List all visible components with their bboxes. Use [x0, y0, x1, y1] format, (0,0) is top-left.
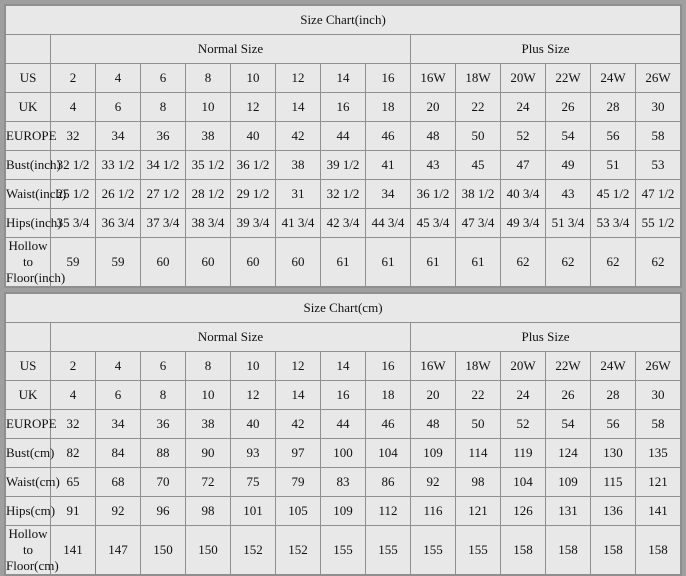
table-cell: 14 — [276, 93, 321, 122]
table-cell: 45 3/4 — [411, 209, 456, 238]
table-cell: 83 — [321, 468, 366, 497]
table-cell: 41 — [366, 151, 411, 180]
table-cell: 58 — [636, 122, 681, 151]
table-cell: 92 — [96, 497, 141, 526]
row-label: Hips(cm) — [6, 497, 51, 526]
table-cell: 4 — [51, 381, 96, 410]
table-cell: 114 — [456, 439, 501, 468]
table-cell: 61 — [411, 238, 456, 287]
table-cell: 60 — [186, 238, 231, 287]
table-cell: 38 1/2 — [456, 180, 501, 209]
row-label: US — [6, 352, 51, 381]
size-chart-inch-table — [5, 5, 681, 287]
table-cell: 20 — [411, 93, 456, 122]
table-cell: 12 — [231, 381, 276, 410]
row-label: UK — [6, 93, 51, 122]
table-cell: 44 3/4 — [366, 209, 411, 238]
table-cell: 158 — [591, 526, 636, 575]
table-cell: 2 — [51, 352, 96, 381]
table-cell: 22 — [456, 93, 501, 122]
row-label: EUROPE — [6, 410, 51, 439]
table-cell: 24W — [591, 64, 636, 93]
table-cell: 92 — [411, 468, 456, 497]
table-cell: 44 — [321, 410, 366, 439]
table-cell: 14 — [321, 352, 366, 381]
table-cell: 36 — [141, 122, 186, 151]
table-cell: 10 — [231, 352, 276, 381]
table-cell: 155 — [456, 526, 501, 575]
table-cell: 46 — [366, 122, 411, 151]
table-cell: 97 — [276, 439, 321, 468]
table-cell: 136 — [591, 497, 636, 526]
chart-title-row — [6, 6, 681, 35]
table-cell: 8 — [186, 352, 231, 381]
table-cell: 8 — [186, 64, 231, 93]
table-cell: 45 — [456, 151, 501, 180]
table-cell: 47 — [501, 151, 546, 180]
table-row — [6, 439, 681, 468]
table-cell: 4 — [96, 352, 141, 381]
table-cell: 8 — [141, 93, 186, 122]
table-cell: 49 3/4 — [501, 209, 546, 238]
chart-title: Size Chart(cm) — [6, 294, 681, 323]
table-cell: 32 — [51, 122, 96, 151]
table-cell: 155 — [411, 526, 456, 575]
table-cell: 75 — [231, 468, 276, 497]
table-cell: 53 3/4 — [591, 209, 636, 238]
table-row — [6, 410, 681, 439]
table-cell: 30 — [636, 381, 681, 410]
table-cell: 93 — [231, 439, 276, 468]
table-cell: 135 — [636, 439, 681, 468]
table-cell: 40 — [231, 122, 276, 151]
table-cell: 126 — [501, 497, 546, 526]
table-cell: 10 — [231, 64, 276, 93]
table-cell: 42 — [276, 122, 321, 151]
row-label: US — [6, 64, 51, 93]
table-row — [6, 497, 681, 526]
table-cell: 10 — [186, 381, 231, 410]
table-cell: 31 — [276, 180, 321, 209]
table-cell: 47 1/2 — [636, 180, 681, 209]
table-cell: 6 — [141, 352, 186, 381]
table-cell: 10 — [186, 93, 231, 122]
table-cell: 119 — [501, 439, 546, 468]
table-cell: 51 — [591, 151, 636, 180]
table-cell: 52 — [501, 410, 546, 439]
table-cell: 27 1/2 — [141, 180, 186, 209]
table-cell: 158 — [501, 526, 546, 575]
table-cell: 100 — [321, 439, 366, 468]
table-cell: 62 — [636, 238, 681, 287]
table-cell: 158 — [636, 526, 681, 575]
table-cell: 105 — [276, 497, 321, 526]
group-header-normal: Normal Size — [51, 35, 411, 64]
table-cell: 109 — [321, 497, 366, 526]
table-cell: 30 — [636, 93, 681, 122]
table-cell: 101 — [231, 497, 276, 526]
table-cell: 33 1/2 — [96, 151, 141, 180]
group-header-plus: Plus Size — [411, 323, 681, 352]
table-cell: 8 — [141, 381, 186, 410]
table-cell: 12 — [231, 93, 276, 122]
table-row — [6, 381, 681, 410]
table-cell: 152 — [276, 526, 321, 575]
table-cell: 98 — [186, 497, 231, 526]
table-cell: 40 3/4 — [501, 180, 546, 209]
table-cell: 65 — [51, 468, 96, 497]
table-cell: 22W — [546, 64, 591, 93]
table-cell: 4 — [51, 93, 96, 122]
table-cell: 26W — [636, 352, 681, 381]
table-cell: 50 — [456, 122, 501, 151]
table-cell: 26 — [546, 381, 591, 410]
row-label: Waist(inch) — [6, 180, 51, 209]
table-cell: 84 — [96, 439, 141, 468]
table-cell: 112 — [366, 497, 411, 526]
row-label: EUROPE — [6, 122, 51, 151]
table-cell: 155 — [366, 526, 411, 575]
table-cell: 38 — [276, 151, 321, 180]
table-cell: 115 — [591, 468, 636, 497]
table-cell: 16 — [321, 93, 366, 122]
table-cell: 109 — [546, 468, 591, 497]
group-header-row — [6, 35, 681, 64]
row-label: UK — [6, 381, 51, 410]
table-cell: 40 — [231, 410, 276, 439]
table-cell: 56 — [591, 122, 636, 151]
table-cell: 18W — [456, 352, 501, 381]
table-cell: 26 — [546, 93, 591, 122]
table-row — [6, 526, 681, 575]
table-row — [6, 180, 681, 209]
chart-title-row — [6, 294, 681, 323]
table-cell: 48 — [411, 410, 456, 439]
table-cell: 34 1/2 — [141, 151, 186, 180]
table-cell: 26W — [636, 64, 681, 93]
table-cell: 48 — [411, 122, 456, 151]
table-cell: 121 — [456, 497, 501, 526]
table-cell: 28 — [591, 93, 636, 122]
table-cell: 150 — [186, 526, 231, 575]
table-cell: 53 — [636, 151, 681, 180]
table-cell: 28 — [591, 381, 636, 410]
table-cell: 42 3/4 — [321, 209, 366, 238]
table-cell: 34 — [366, 180, 411, 209]
group-header-row — [6, 323, 681, 352]
table-cell: 22W — [546, 352, 591, 381]
table-cell: 72 — [186, 468, 231, 497]
table-cell: 14 — [276, 381, 321, 410]
table-cell: 36 3/4 — [96, 209, 141, 238]
table-row — [6, 93, 681, 122]
row-label: Hollow to Floor(cm) — [6, 526, 59, 573]
table-cell: 14 — [321, 64, 366, 93]
table-row — [6, 468, 681, 497]
table-cell: 43 — [411, 151, 456, 180]
table-cell: 16 — [366, 64, 411, 93]
table-cell: 90 — [186, 439, 231, 468]
table-cell: 130 — [591, 439, 636, 468]
group-header-spacer — [6, 35, 51, 64]
table-cell: 12 — [276, 64, 321, 93]
table-cell: 36 1/2 — [411, 180, 456, 209]
table-cell: 39 1/2 — [321, 151, 366, 180]
table-cell: 24 — [501, 93, 546, 122]
table-cell: 24 — [501, 381, 546, 410]
group-header-spacer — [6, 323, 51, 352]
table-cell: 34 — [96, 122, 141, 151]
table-cell: 24W — [591, 352, 636, 381]
table-cell: 59 — [96, 238, 141, 287]
table-cell: 88 — [141, 439, 186, 468]
chart-title: Size Chart(inch) — [6, 6, 681, 35]
table-cell: 150 — [141, 526, 186, 575]
table-cell: 158 — [546, 526, 591, 575]
table-cell: 60 — [276, 238, 321, 287]
table-cell: 6 — [141, 64, 186, 93]
table-cell: 32 1/2 — [321, 180, 366, 209]
table-cell: 36 1/2 — [231, 151, 276, 180]
row-label: Bust(inch) — [6, 151, 51, 180]
table-cell: 4 — [96, 64, 141, 93]
table-row — [6, 64, 681, 93]
table-cell: 6 — [96, 93, 141, 122]
table-cell: 12 — [276, 352, 321, 381]
size-chart-inch-body — [6, 6, 681, 287]
table-cell: 49 — [546, 151, 591, 180]
table-cell: 51 3/4 — [546, 209, 591, 238]
table-cell: 58 — [636, 410, 681, 439]
table-row — [6, 238, 681, 287]
table-cell: 96 — [141, 497, 186, 526]
table-cell: 34 — [96, 410, 141, 439]
table-cell: 59 — [51, 238, 96, 287]
table-cell: 41 3/4 — [276, 209, 321, 238]
table-cell: 62 — [501, 238, 546, 287]
table-cell: 104 — [366, 439, 411, 468]
table-row — [6, 209, 681, 238]
table-cell: 54 — [546, 122, 591, 151]
table-cell: 109 — [411, 439, 456, 468]
size-chart-cm-table — [5, 293, 681, 575]
table-cell: 6 — [96, 381, 141, 410]
table-cell: 141 — [636, 497, 681, 526]
table-cell: 39 3/4 — [231, 209, 276, 238]
table-cell: 20 — [411, 381, 456, 410]
table-cell: 36 — [141, 410, 186, 439]
table-cell: 147 — [96, 526, 141, 575]
table-cell: 35 1/2 — [186, 151, 231, 180]
table-cell: 18 — [366, 93, 411, 122]
table-cell: 116 — [411, 497, 456, 526]
table-cell: 16 — [366, 352, 411, 381]
table-cell: 98 — [456, 468, 501, 497]
table-cell: 131 — [546, 497, 591, 526]
table-cell: 28 1/2 — [186, 180, 231, 209]
table-cell: 32 1/2 — [51, 151, 96, 180]
table-cell: 86 — [366, 468, 411, 497]
table-cell: 42 — [276, 410, 321, 439]
table-cell: 60 — [141, 238, 186, 287]
table-cell: 16 — [321, 381, 366, 410]
table-cell: 43 — [546, 180, 591, 209]
table-cell: 55 1/2 — [636, 209, 681, 238]
table-cell: 18 — [366, 381, 411, 410]
table-row — [6, 352, 681, 381]
table-cell: 38 — [186, 122, 231, 151]
table-cell: 62 — [546, 238, 591, 287]
table-cell: 68 — [96, 468, 141, 497]
table-cell: 54 — [546, 410, 591, 439]
table-cell: 141 — [51, 526, 96, 575]
table-cell: 44 — [321, 122, 366, 151]
table-cell: 26 1/2 — [96, 180, 141, 209]
table-cell: 61 — [321, 238, 366, 287]
table-cell: 82 — [51, 439, 96, 468]
table-cell: 70 — [141, 468, 186, 497]
table-cell: 52 — [501, 122, 546, 151]
table-cell: 79 — [276, 468, 321, 497]
table-cell: 62 — [591, 238, 636, 287]
row-label: Bust(cm) — [6, 439, 51, 468]
table-cell: 38 — [186, 410, 231, 439]
size-chart-cm — [4, 292, 682, 576]
table-cell: 16W — [411, 352, 456, 381]
row-label: Hollow to Floor(inch) — [6, 238, 66, 285]
table-cell: 38 3/4 — [186, 209, 231, 238]
group-header-plus: Plus Size — [411, 35, 681, 64]
table-cell: 22 — [456, 381, 501, 410]
group-header-normal: Normal Size — [51, 323, 411, 352]
table-cell: 155 — [321, 526, 366, 575]
table-cell: 16W — [411, 64, 456, 93]
table-cell: 18W — [456, 64, 501, 93]
table-cell: 20W — [501, 64, 546, 93]
row-label: Waist(cm) — [6, 468, 51, 497]
row-label: Hips(inch) — [6, 209, 51, 238]
table-cell: 56 — [591, 410, 636, 439]
size-chart-inch — [4, 4, 682, 288]
table-cell: 35 3/4 — [51, 209, 96, 238]
table-cell: 29 1/2 — [231, 180, 276, 209]
table-cell: 45 1/2 — [591, 180, 636, 209]
table-cell: 60 — [231, 238, 276, 287]
table-cell: 61 — [366, 238, 411, 287]
table-cell: 46 — [366, 410, 411, 439]
table-cell: 61 — [456, 238, 501, 287]
table-cell: 25 1/2 — [51, 180, 96, 209]
table-row — [6, 151, 681, 180]
table-cell: 124 — [546, 439, 591, 468]
table-cell: 37 3/4 — [141, 209, 186, 238]
table-cell: 50 — [456, 410, 501, 439]
table-cell: 104 — [501, 468, 546, 497]
table-row — [6, 122, 681, 151]
table-cell: 91 — [51, 497, 96, 526]
table-cell: 20W — [501, 352, 546, 381]
size-chart-cm-body — [6, 294, 681, 575]
table-cell: 2 — [51, 64, 96, 93]
table-cell: 32 — [51, 410, 96, 439]
table-cell: 121 — [636, 468, 681, 497]
table-cell: 152 — [231, 526, 276, 575]
table-cell: 47 3/4 — [456, 209, 501, 238]
